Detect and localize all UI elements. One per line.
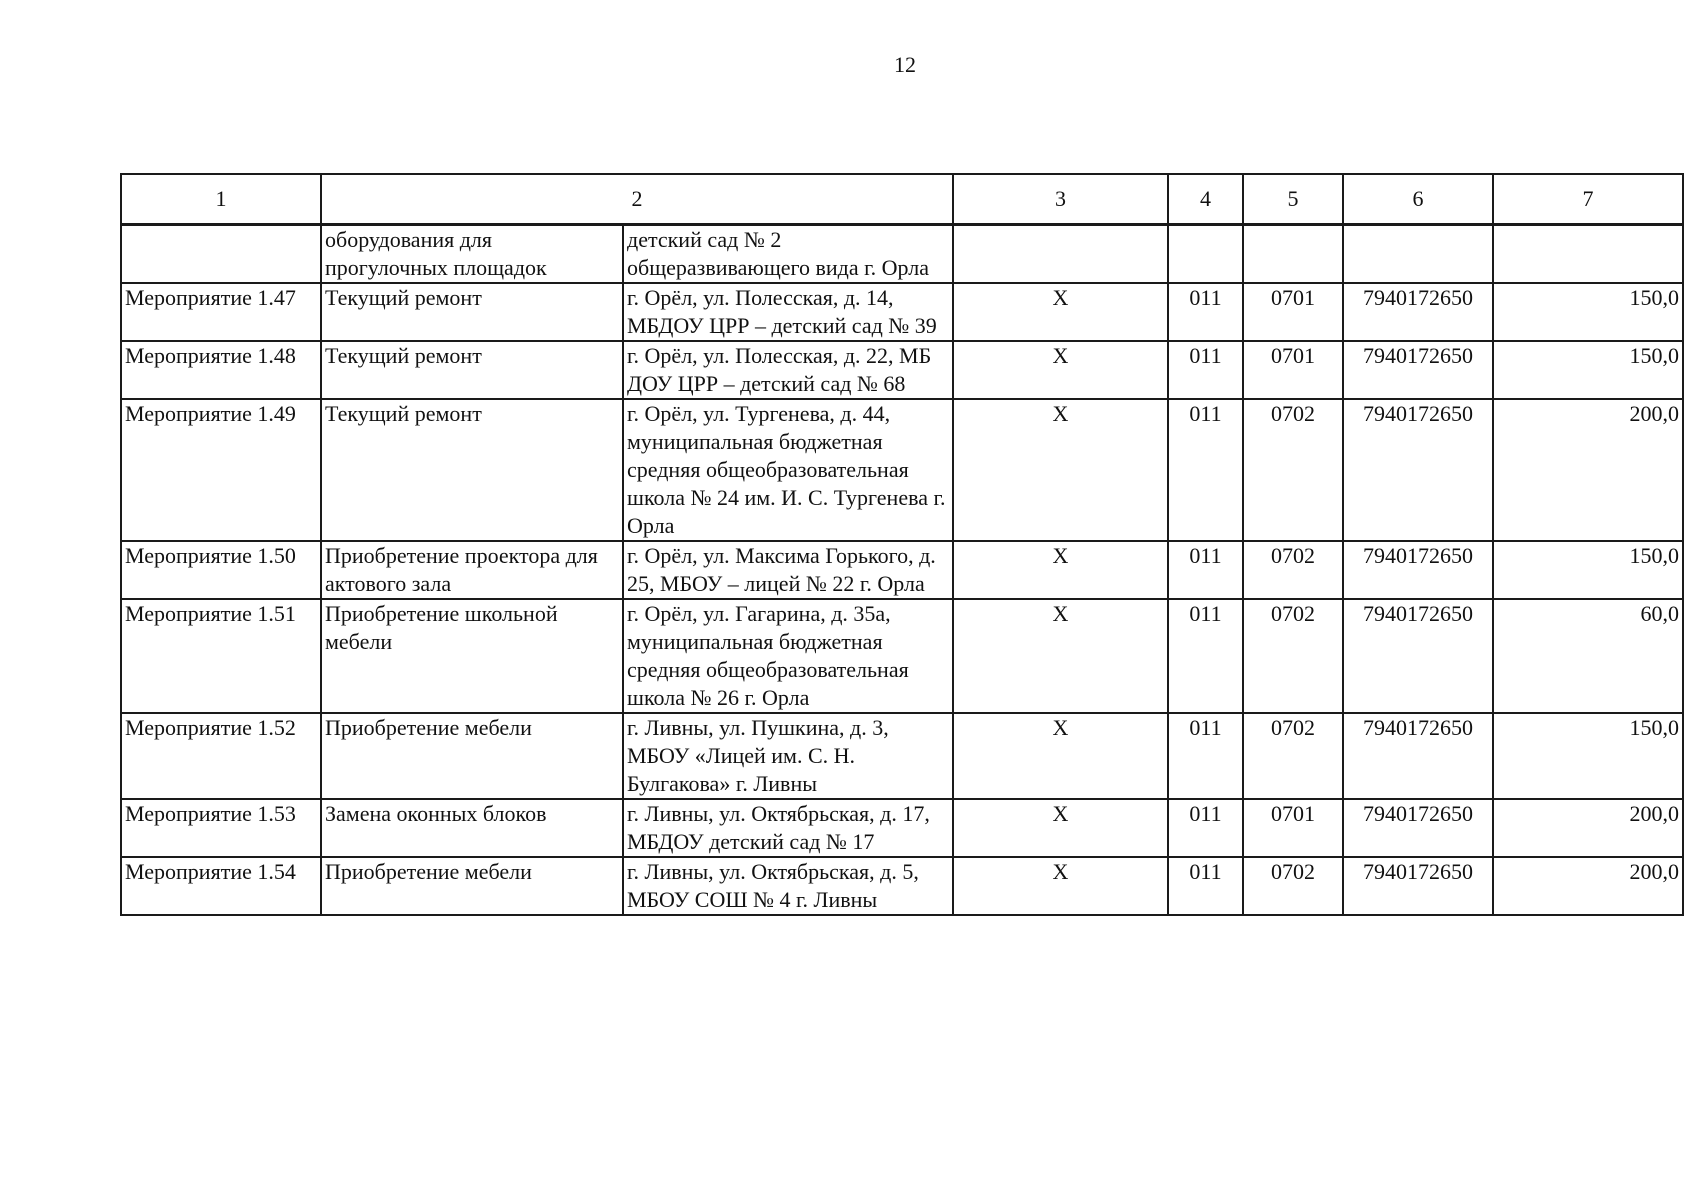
col-6-value: 7940172650 [1343,283,1493,341]
activity-address: г. Ливны, ул. Октябрьская, д. 17, МБДОУ детский сад № 17 [623,799,953,857]
cont-col-7 [1493,225,1683,284]
table-row [121,599,1683,713]
table-row [121,713,1683,799]
col-6-value: 7940172650 [1343,799,1493,857]
col-3-value: X [953,283,1168,341]
cont-address-cell: детский сад № 2 общеразвивающего вида г. Орла [623,225,953,284]
activity-address: г. Ливны, ул. Пушкина, д. 3, МБОУ «Лицей им. С. Н. Булгакова» г. Ливны [623,713,953,799]
page-number: 12 [894,52,916,77]
header-col-6: 6 [1343,174,1493,225]
activity-name: Мероприятие 1.47 [121,283,321,341]
activity-desc: Текущий ремонт [321,399,623,541]
col-6-value: 7940172650 [1343,857,1493,915]
header-col-2: 2 [321,174,953,225]
col-6-value: 7940172650 [1343,599,1493,713]
table-row [121,799,1683,857]
table-row [121,857,1683,915]
header-col-1: 1 [121,174,321,225]
col-4-value: 011 [1168,283,1243,341]
col-3-value: X [953,857,1168,915]
col-7-value: 150,0 [1493,341,1683,399]
col-7-value: 200,0 [1493,857,1683,915]
col-5-value: 0702 [1243,713,1343,799]
activities-table [120,173,1684,916]
activity-desc: Текущий ремонт [321,283,623,341]
col-3-value: X [953,341,1168,399]
activity-name: Мероприятие 1.54 [121,857,321,915]
header-col-3: 3 [953,174,1168,225]
activity-name: Мероприятие 1.49 [121,399,321,541]
table-row [121,399,1683,541]
activity-address: г. Орёл, ул. Тургенева, д. 44, муниципальная бюджетная средняя общеобразовательная школа № 24 им. И. С. Тургенева г. Орла [623,399,953,541]
col-6-value: 7940172650 [1343,541,1493,599]
activity-desc: Приобретение мебели [321,713,623,799]
activity-desc: Приобретение проектора для актового зала [321,541,623,599]
table-row [121,541,1683,599]
table-row [121,283,1683,341]
col-4-value: 011 [1168,541,1243,599]
col-5-value: 0702 [1243,599,1343,713]
col-3-value: X [953,399,1168,541]
col-7-value: 150,0 [1493,713,1683,799]
activity-address: г. Орёл, ул. Гагарина, д. 35а, муниципальная бюджетная средняя общеобразовательная школа № 26 г. Орла [623,599,953,713]
table-row [121,341,1683,399]
col-7-value: 200,0 [1493,799,1683,857]
col-5-value: 0701 [1243,283,1343,341]
cont-col-3 [953,225,1168,284]
col-7-value: 60,0 [1493,599,1683,713]
activity-name: Мероприятие 1.52 [121,713,321,799]
activity-name: Мероприятие 1.48 [121,341,321,399]
activity-desc: Приобретение мебели [321,857,623,915]
col-3-value: X [953,599,1168,713]
col-7-value: 200,0 [1493,399,1683,541]
col-7-value: 150,0 [1493,541,1683,599]
activity-desc: Приобретение школьной мебели [321,599,623,713]
col-6-value: 7940172650 [1343,713,1493,799]
header-col-7: 7 [1493,174,1683,225]
col-4-value: 011 [1168,857,1243,915]
cont-col-4 [1168,225,1243,284]
cont-col-5 [1243,225,1343,284]
col-4-value: 011 [1168,341,1243,399]
col-5-value: 0702 [1243,541,1343,599]
col-5-value: 0701 [1243,341,1343,399]
cont-name-cell [121,225,321,284]
activity-address: г. Орёл, ул. Полесская, д. 14, МБДОУ ЦРР – детский сад № 39 [623,283,953,341]
col-4-value: 011 [1168,399,1243,541]
col-4-value: 011 [1168,599,1243,713]
header-col-4: 4 [1168,174,1243,225]
activity-address: г. Орёл, ул. Полесская, д. 22, МБ ДОУ ЦРР – детский сад № 68 [623,341,953,399]
activity-name: Мероприятие 1.50 [121,541,321,599]
activity-address: г. Орёл, ул. Максима Горького, д. 25, МБОУ – лицей № 22 г. Орла [623,541,953,599]
activity-desc: Текущий ремонт [321,341,623,399]
col-4-value: 011 [1168,799,1243,857]
col-6-value: 7940172650 [1343,399,1493,541]
col-7-value: 150,0 [1493,283,1683,341]
activity-address: г. Ливны, ул. Октябрьская, д. 5, МБОУ СОШ № 4 г. Ливны [623,857,953,915]
col-5-value: 0701 [1243,799,1343,857]
col-3-value: X [953,799,1168,857]
continuation-row [121,225,1683,284]
activity-name: Мероприятие 1.51 [121,599,321,713]
col-3-value: X [953,713,1168,799]
col-3-value: X [953,541,1168,599]
header-row [121,174,1683,225]
col-6-value: 7940172650 [1343,341,1493,399]
col-4-value: 011 [1168,713,1243,799]
col-5-value: 0702 [1243,857,1343,915]
cont-desc-cell: оборудования для прогулочных площадок [321,225,623,284]
cont-col-6 [1343,225,1493,284]
col-5-value: 0702 [1243,399,1343,541]
activity-name: Мероприятие 1.53 [121,799,321,857]
header-col-5: 5 [1243,174,1343,225]
activity-desc: Замена оконных блоков [321,799,623,857]
